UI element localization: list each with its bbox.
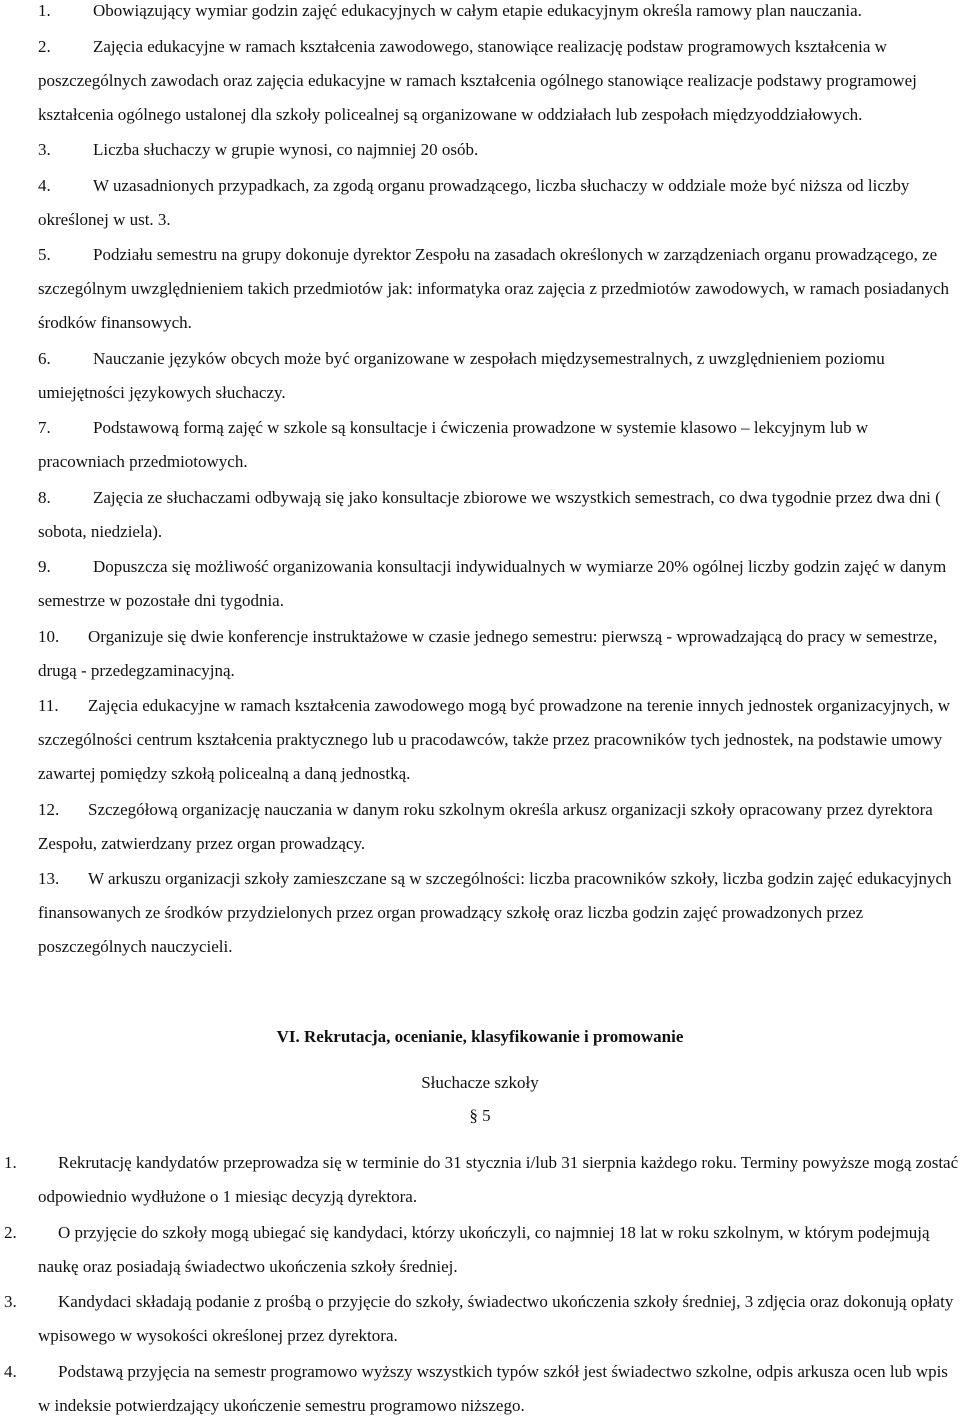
list-item (0, 793, 960, 861)
item-number: 3. (4, 1292, 17, 1311)
item-text: Zajęcia edukacyjne w ramach kształcenia zawodowego, stanowiące realizację podstaw programowych kształcenia w poszczególnych zawodach oraz zajęcia edukacyjne w ramach kształcenia ogólnego stanowiące realizacje podstawy programowej kształcenia ogólnego ustalonej dla szkoły policealnej są organizowane w oddziałach lub zespołach międzyoddziałowych. (38, 36, 917, 124)
item-text: O przyjęcie do szkoły mogą ubiegać się kandydaci, którzy ukończyli, co najmniej 18 lat w roku szkolnym, w którym podejmują naukę oraz posiadają świadectwo ukończenia szkoły średniej. (38, 1222, 930, 1276)
list-item (0, 689, 960, 791)
item-number: 11. (38, 696, 59, 715)
item-text: Podziału semestru na grupy dokonuje dyrektor Zespołu na zasadach określonych w zarządzeniach organu prowadzącego, ze szczególnym uwzględnieniem takich przedmiotów jak: informatyka oraz zajęcia z przedmiotów zawodowych, w ramach posiadanych środków finansowych. (38, 245, 950, 332)
item-number: 12. (38, 799, 60, 819)
item-number: 2. (4, 1222, 17, 1242)
item-number: 9. (38, 557, 51, 576)
list-item (0, 550, 960, 618)
regulation-list-recruitment (0, 1146, 960, 1424)
list-item (0, 169, 960, 237)
item-text: Podstawą przyjęcia na semestr programowo wyższy wszystkich typów szkół jest świadectwo szkolne, odpis arkusza ocen lub wpis w indeksie potwierdzający ukończenie semestru programowo niższego. (38, 1361, 948, 1415)
item-number: 10. (38, 626, 60, 646)
item-text: Podstawową formą zajęć w szkole są konsultacje i ćwiczenia prowadzone w systemie klasowo – lekcyjnym lub w pracowniach przedmiotowych. (38, 418, 869, 471)
item-text: Obowiązujący wymiar godzin zajęć edukacyjnych w całym etapie edukacyjnym określa ramowy plan nauczania. (93, 1, 862, 20)
list-item (0, 30, 960, 132)
list-item (0, 620, 960, 688)
item-text: Zajęcia ze słuchaczami odbywają się jako konsultacje zbiorowe we wszystkich semestrach, co dwa tygodnie przez dwa dni ( sobota, niedziela). (38, 487, 941, 541)
item-text: Organizuje się dwie konferencje instruktażowe w czasie jednego semestru: pierwszą - wprowadzającą do pracy w semestrze, drugą - przedegzaminacyjną. (38, 626, 938, 680)
list-item (0, 1285, 960, 1353)
paragraph-mark: § 5 (469, 1106, 491, 1125)
item-text: Szczegółową organizację nauczania w danym roku szkolnym określa arkusz organizacji szkoły opracowany przez dyrektora Zespołu, zatwierdzany przez organ prowadzący. (38, 799, 933, 853)
item-number: 3. (38, 140, 51, 159)
list-item (0, 1216, 960, 1284)
chapter-heading: VI. Rekrutacja, ocenianie, klasyfikowanie i promowanie (276, 1027, 684, 1046)
item-number: 7. (38, 418, 51, 437)
item-text: Nauczanie języków obcych może być organizowane w zespołach międzysemestralnych, z uwzględnieniem poziomu umiejętności językowych słuchaczy. (38, 348, 885, 402)
item-text: Dopuszcza się możliwość organizowania konsultacji indywidualnych w wymiarze 20% ogólnej liczby godzin zajęć w danym semestrze w pozostałe dni tygodnia. (38, 557, 947, 610)
item-number: 1. (38, 1, 51, 20)
list-item (0, 342, 960, 410)
item-number: 1. (4, 1153, 17, 1172)
list-item (0, 133, 960, 167)
list-item (0, 1146, 960, 1214)
item-text: Liczba słuchaczy w grupie wynosi, co najmniej 20 osób. (93, 140, 479, 159)
item-number: 5. (38, 245, 51, 264)
item-number: 4. (4, 1361, 17, 1381)
item-text: W uzasadnionych przypadkach, za zgodą organu prowadzącego, liczba słuchaczy w oddziale może być niższa od liczby określonej w ust. 3. (38, 175, 910, 229)
item-number: 8. (38, 487, 51, 507)
list-item (0, 481, 960, 549)
list-item (0, 411, 960, 479)
item-text: Rekrutację kandydatów przeprowadza się w terminie do 31 stycznia i/lub 31 sierpnia każdego roku. Terminy powyższe mogą zostać odpowiednio wydłużone o 1 miesiąc decyzją dyrektora. (38, 1153, 959, 1206)
list-item (0, 238, 960, 340)
item-text: Kandydaci składają podanie z prośbą o przyjęcie do szkoły, świadectwo ukończenia szkoły średniej, 3 zdjęcia oraz dokonują opłaty wpisowego w wysokości określonej przez dyrektora. (38, 1292, 954, 1345)
item-number: 4. (38, 175, 51, 195)
list-item (0, 862, 960, 964)
item-text: Zajęcia edukacyjne w ramach kształcenia zawodowego mogą być prowadzone na terenie innych jednostek organizacyjnych, w szczególności centrum kształcenia praktycznego lub u pracodawców, także przez pracowników tych jednostek, na podstawie umowy zawartej pomiędzy szkołą policealną a daną jednostką. (38, 696, 951, 783)
item-number: 2. (38, 36, 51, 56)
list-item (0, 0, 960, 28)
section-subheading: Słuchacze szkoły (421, 1073, 539, 1092)
item-number: 13. (38, 869, 60, 888)
list-item (0, 1355, 960, 1423)
item-text: W arkuszu organizacji szkoły zamieszczane są w szczególności: liczba pracowników szkoły, liczba godzin zajęć edukacyjnych finansowanych ze środków przydzielonych przez organ prowadzący szkołę oraz liczba godzin zajęć prowadzonych przez poszczególnych nauczycieli. (38, 869, 952, 956)
item-number: 6. (38, 348, 51, 368)
